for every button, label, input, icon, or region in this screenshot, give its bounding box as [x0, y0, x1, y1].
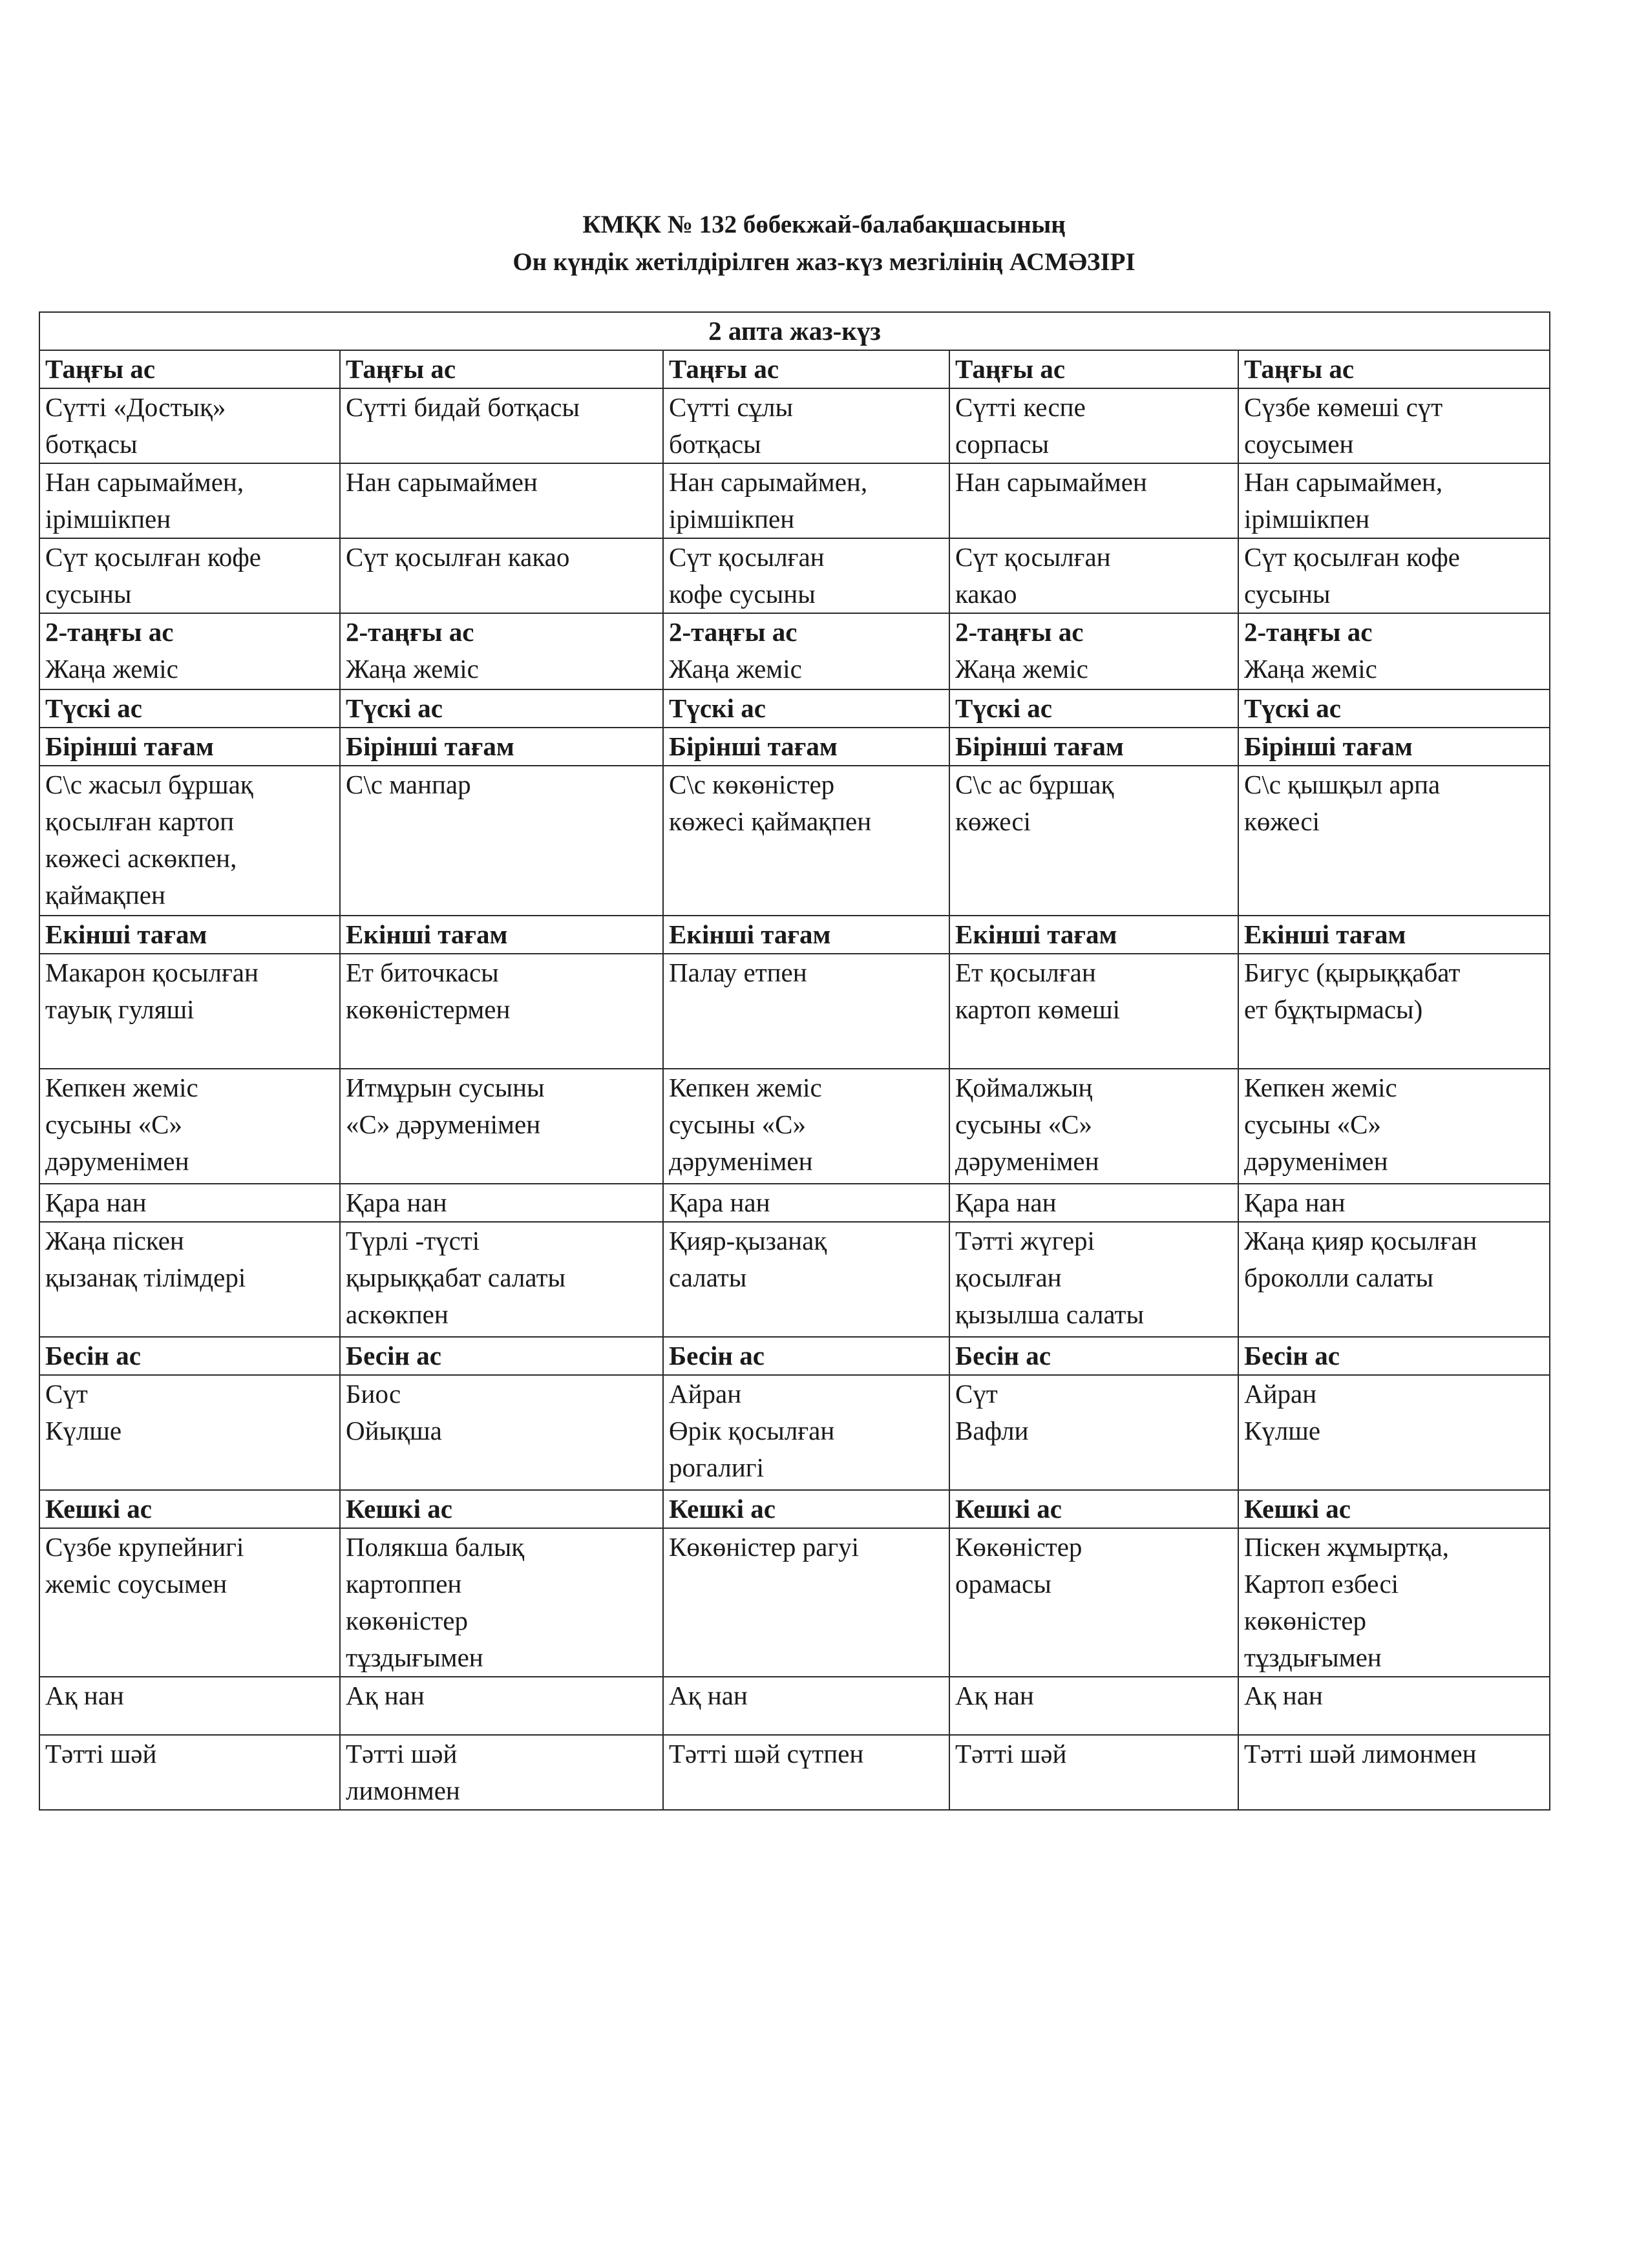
table-header-row: [39, 312, 1550, 350]
table-header: 2 апта жаз-күз: [39, 312, 1550, 350]
table-row: [39, 350, 1550, 388]
table-cell: Кешкі ас: [949, 1490, 1238, 1528]
table-row: [39, 613, 1550, 689]
table-cell: Тәтті шәй сүтпен: [663, 1735, 949, 1810]
table-cell: Сүтті сұлы ботқасы: [663, 388, 949, 463]
table-cell: С\с жасыл бұршақ қосылған картоп көжесі аскөкпен, қаймақпен: [39, 766, 340, 916]
table-cell: Кешкі ас: [39, 1490, 340, 1528]
table-cell: Қара нан: [39, 1184, 340, 1222]
table-cell: Тәтті шәй лимонмен: [340, 1735, 663, 1810]
table-cell: Жаңа піскен қызанақ тілімдері: [39, 1222, 340, 1337]
table-cell: [949, 613, 1238, 689]
table-cell: Кепкен жеміс сусыны «С» дәруменімен: [663, 1069, 949, 1184]
table-cell: Бесін ас: [663, 1337, 949, 1375]
table-row: [39, 1069, 1550, 1184]
table-cell: Қоймалжың сусыны «С» дәруменімен: [949, 1069, 1238, 1184]
table-cell: Көкөністер орамасы: [949, 1528, 1238, 1677]
table-cell: Сүт қосылған какао: [340, 538, 663, 613]
table-row: [39, 1490, 1550, 1528]
table-cell: Сүт қосылған кофе сусыны: [1238, 538, 1550, 613]
table-row: [39, 728, 1550, 766]
table-cell: Ет қосылған картоп көмеші: [949, 954, 1238, 1069]
table-cell: Таңғы ас: [663, 350, 949, 388]
table-cell: Бесін ас: [39, 1337, 340, 1375]
table-cell: Айран Өрік қосылған рогалигі: [663, 1375, 949, 1490]
meal-label: 2-таңғы ас: [45, 617, 174, 647]
table-row: [39, 1184, 1550, 1222]
table-row: [39, 1337, 1550, 1375]
table-cell: Екінші тағам: [1238, 916, 1550, 954]
table-cell: Көкөністер рагуі: [663, 1528, 949, 1677]
table-row: [39, 766, 1550, 916]
table-cell: Тәтті шәй: [39, 1735, 340, 1810]
table-cell: Бірінші тағам: [340, 728, 663, 766]
table-cell: Сүтті кеспе сорпасы: [949, 388, 1238, 463]
table-cell: Түскі ас: [1238, 689, 1550, 728]
table-cell: Тәтті шәй лимонмен: [1238, 1735, 1550, 1810]
table-cell: Таңғы ас: [340, 350, 663, 388]
table-cell: Бесін ас: [1238, 1337, 1550, 1375]
table-cell: Түскі ас: [340, 689, 663, 728]
document-title: КМҚК № 132 бөбекжай-балабақшасының: [582, 211, 1066, 238]
table-cell: Бірінші тағам: [1238, 728, 1550, 766]
table-cell: Айран Күлше: [1238, 1375, 1550, 1490]
table-cell: С\с қышқыл арпа көжесі: [1238, 766, 1550, 916]
table-row: [39, 1735, 1550, 1810]
table-cell: Тәтті жүгері қосылған қызылша салаты: [949, 1222, 1238, 1337]
table-cell: Сүт Вафли: [949, 1375, 1238, 1490]
table-cell: С\с манпар: [340, 766, 663, 916]
table-cell: Сүтті «Достық» ботқасы: [39, 388, 340, 463]
table-cell: Түрлі -түсті қырыққабат салаты аскөкпен: [340, 1222, 663, 1337]
table-cell: С\с ас бұршақ көжесі: [949, 766, 1238, 916]
table-cell: Нан сарымаймен, ірімшікпен: [39, 463, 340, 538]
meal-label: 2-таңғы ас: [669, 617, 798, 647]
table-cell: Кешкі ас: [340, 1490, 663, 1528]
meal-item: Жаңа жеміс: [45, 654, 178, 684]
table-cell: Піскен жұмыртқа, Картоп езбесі көкөністер тұздығымен: [1238, 1528, 1550, 1677]
meal-item: Жаңа жеміс: [346, 654, 479, 684]
table-cell: Кешкі ас: [663, 1490, 949, 1528]
table-row: [39, 1677, 1550, 1735]
table-cell: Бірінші тағам: [949, 728, 1238, 766]
table-cell: Қара нан: [663, 1184, 949, 1222]
table-cell: Сүзбе крупейнигі жеміс соусымен: [39, 1528, 340, 1677]
table-row: [39, 388, 1550, 463]
table-cell: Түскі ас: [663, 689, 949, 728]
table-cell: Сүзбе көмеші сүт соусымен: [1238, 388, 1550, 463]
table-cell: Нан сарымаймен, ірімшікпен: [663, 463, 949, 538]
table-cell: Қара нан: [340, 1184, 663, 1222]
document-subtitle: Он күндік жетілдірілген жаз-күз мезгілінің АСМӘЗІРІ: [512, 248, 1136, 276]
table-cell: Қияр-қызанақ салаты: [663, 1222, 949, 1337]
meal-label: 2-таңғы ас: [1244, 617, 1373, 647]
table-cell: Палау етпен: [663, 954, 949, 1069]
table-cell: Екінші тағам: [663, 916, 949, 954]
table-cell: Таңғы ас: [39, 350, 340, 388]
meal-item: Жаңа жеміс: [955, 654, 1088, 684]
table-cell: С\с көкөністер көжесі қаймақпен: [663, 766, 949, 916]
table-cell: Биос Ойықша: [340, 1375, 663, 1490]
table-cell: [1238, 613, 1550, 689]
table-cell: Ақ нан: [340, 1677, 663, 1735]
table-row: [39, 463, 1550, 538]
table-cell: Нан сарымаймен: [949, 463, 1238, 538]
menu-table: [39, 311, 1550, 1811]
table-cell: Түскі ас: [39, 689, 340, 728]
table-row: [39, 1528, 1550, 1677]
table-cell: Таңғы ас: [1238, 350, 1550, 388]
table-cell: Ақ нан: [39, 1677, 340, 1735]
table-cell: Екінші тағам: [949, 916, 1238, 954]
table-cell: Тәтті шәй: [949, 1735, 1238, 1810]
table-cell: Сүт қосылған кофе сусыны: [39, 538, 340, 613]
table-cell: Кешкі ас: [1238, 1490, 1550, 1528]
table-cell: Бірінші тағам: [39, 728, 340, 766]
table-cell: Кепкен жеміс сусыны «С» дәруменімен: [1238, 1069, 1550, 1184]
table-cell: Жаңа қияр қосылған броколли салаты: [1238, 1222, 1550, 1337]
table-cell: Ет биточкасы көкөністермен: [340, 954, 663, 1069]
table-row: [39, 689, 1550, 728]
table-cell: Түскі ас: [949, 689, 1238, 728]
meal-item: Жаңа жеміс: [1244, 654, 1377, 684]
table-row: [39, 538, 1550, 613]
table-cell: Макарон қосылған тауық гуляші: [39, 954, 340, 1069]
table-cell: Бесін ас: [949, 1337, 1238, 1375]
table-cell: Нан сарымаймен: [340, 463, 663, 538]
table-cell: Итмұрын сусыны «С» дәруменімен: [340, 1069, 663, 1184]
table-cell: Бесін ас: [340, 1337, 663, 1375]
meal-item: Жаңа жеміс: [669, 654, 802, 684]
table-row: [39, 954, 1550, 1069]
table-cell: Бигус (қырыққабат ет бұқтырмасы): [1238, 954, 1550, 1069]
table-cell: Кепкен жеміс сусыны «С» дәруменімен: [39, 1069, 340, 1184]
table-cell: [340, 613, 663, 689]
table-cell: Сүт қосылған какао: [949, 538, 1238, 613]
table-cell: Қара нан: [949, 1184, 1238, 1222]
meal-label: 2-таңғы ас: [955, 617, 1084, 647]
table-row: [39, 1222, 1550, 1337]
table-cell: Сүтті бидай ботқасы: [340, 388, 663, 463]
table-cell: Бірінші тағам: [663, 728, 949, 766]
table-cell: Сүт қосылған кофе сусыны: [663, 538, 949, 613]
table-cell: Полякша балық картоппен көкөністер тұздығымен: [340, 1528, 663, 1677]
table-cell: Ақ нан: [949, 1677, 1238, 1735]
table-row: [39, 916, 1550, 954]
table-cell: Екінші тағам: [39, 916, 340, 954]
table-cell: Ақ нан: [663, 1677, 949, 1735]
table-cell: Екінші тағам: [340, 916, 663, 954]
table-cell: Сүт Күлше: [39, 1375, 340, 1490]
table-cell: Ақ нан: [1238, 1677, 1550, 1735]
table-row: [39, 1375, 1550, 1490]
table-cell: Қара нан: [1238, 1184, 1550, 1222]
table-cell: [39, 613, 340, 689]
table-cell: [663, 613, 949, 689]
table-cell: Нан сарымаймен, ірімшікпен: [1238, 463, 1550, 538]
table-cell: Таңғы ас: [949, 350, 1238, 388]
meal-label: 2-таңғы ас: [346, 617, 474, 647]
